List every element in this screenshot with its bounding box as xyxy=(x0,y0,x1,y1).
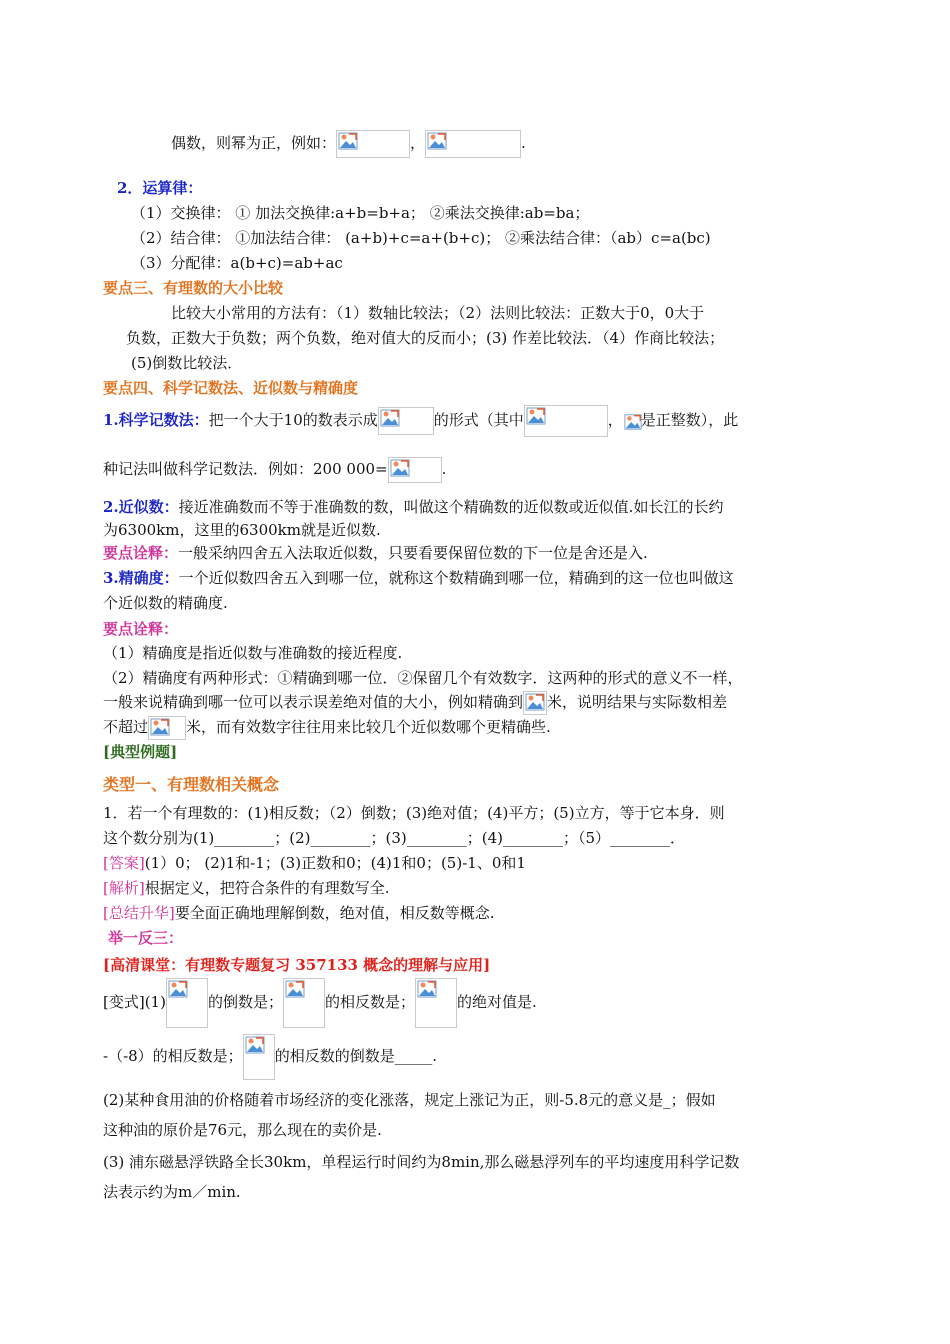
text-line: （3）分配律：a(b+c)=ab+ac xyxy=(131,254,343,272)
broken-image-icon xyxy=(427,132,447,150)
text-line: （1）精确度是指近似数与准确数的接近程度. xyxy=(103,644,403,662)
text-line xyxy=(103,878,390,898)
text-line: 比较大小常用的方法有：（1）数轴比较法；（2）法则比较法：正数大于0，0大于 xyxy=(171,304,705,322)
text: . xyxy=(521,134,526,152)
formula-image xyxy=(415,978,457,1028)
text-line: 负数，正数大于负数；两个负数，绝对值大的反而小；(3) 作差比较法．（4）作商比较法； xyxy=(126,329,725,347)
text-line: 这种油的原价是76元，那么现在的卖价是. xyxy=(103,1121,382,1139)
text: 的形式（其中 xyxy=(433,411,524,429)
text: 的绝对值是. xyxy=(456,993,537,1011)
text-line xyxy=(103,978,537,1028)
text: 不超过 xyxy=(103,718,149,736)
text: 偶数，则幂为正，例如： xyxy=(171,134,337,152)
text-line xyxy=(103,568,734,588)
section-heading: 要点四、科学记数法、近似数与精确度 xyxy=(103,379,359,397)
text: 的倒数是； xyxy=(207,993,283,1011)
text-line: 法表示约为m／min. xyxy=(103,1183,241,1201)
broken-image-icon xyxy=(526,407,546,425)
text: (1）0； (2)1和-1；(3)正数和0；(4)1和0；(5)-1、0和1 xyxy=(144,854,526,872)
note-label: 要点诠释： xyxy=(103,620,179,638)
text: 米，而有效数字往往用来比较几个近似数哪个更精确些. xyxy=(186,718,551,736)
text: 米，说明结果与实际数相差 xyxy=(547,693,728,711)
text-line: 为6300km，这里的6300km就是近似数. xyxy=(103,521,381,539)
formula-image xyxy=(243,1034,275,1080)
text: 的相反数的倒数是_____. xyxy=(274,1047,437,1065)
term: 1.科学记数法： xyxy=(103,411,209,429)
formula-image xyxy=(623,412,641,430)
text-line xyxy=(103,543,648,563)
text-line xyxy=(103,853,526,873)
section-heading: 类型一、有理数相关概念 xyxy=(103,775,280,794)
broken-image-icon xyxy=(380,409,400,427)
formula-image xyxy=(523,691,547,715)
formula-image xyxy=(388,457,442,483)
text-line: (5)倒数比较法． xyxy=(131,354,243,372)
formula-image xyxy=(166,978,208,1028)
term: 3.精确度： xyxy=(103,569,179,587)
formula-image xyxy=(425,130,521,158)
broken-image-icon xyxy=(245,1036,265,1054)
text: ， xyxy=(607,411,623,429)
text-line: （2）精确度有两种形式：①精确到哪一位．②保留几个有效数字．这两种的形式的意义不一样， xyxy=(103,669,743,687)
text-line: (3) 浦东磁悬浮铁路全长30km，单程运行时间约为8min,那么磁悬浮列车的平均速度用科学记数 xyxy=(103,1153,740,1171)
broken-image-icon xyxy=(390,459,410,477)
text: ， xyxy=(410,134,426,152)
text: 根据定义，把符合条件的有理数写全. xyxy=(144,879,390,897)
text: 一般来说精确到哪一位可以表示误差绝对值的大小，例如精确到 xyxy=(103,693,524,711)
text: 种记法叫做科学记数法．例如：200 000= xyxy=(103,460,388,478)
text-line: (2)某种食用油的价格随着市场经济的变化涨落，规定上涨记为正，则-5.8元的意义是_；假如 xyxy=(103,1091,716,1109)
summary-label: [总结升华] xyxy=(103,904,175,922)
text-line xyxy=(103,903,495,923)
text-line: 1．若一个有理数的：(1)相反数；（2）倒数；(3)绝对值；(4)平方；(5)立方，等于它本身．则 xyxy=(103,804,725,822)
text: [变式](1) xyxy=(103,993,166,1011)
text: 一般采纳四舍五入法取近似数，只要看要保留位数的下一位是舍还是入. xyxy=(178,544,648,562)
text-line xyxy=(103,1034,437,1080)
section-heading: [典型例题] xyxy=(103,743,178,761)
term: 2.近似数： xyxy=(103,498,179,516)
text-line xyxy=(103,405,738,437)
formula-image xyxy=(283,978,325,1028)
answer-label: [答案] xyxy=(103,854,145,872)
text: 要全面正确地理解倒数，绝对值，相反数等概念. xyxy=(174,904,495,922)
text: 的相反数是； xyxy=(324,993,415,1011)
section-heading: 2．运算律： xyxy=(117,179,203,197)
text-line xyxy=(103,689,727,715)
text-line xyxy=(171,130,526,158)
broken-image-icon xyxy=(417,980,437,998)
note-label: 要点诠释： xyxy=(103,544,179,562)
text: 把一个大于10的数表示成 xyxy=(208,411,378,429)
text-line: （2）结合律： ①加法结合律： (a+b)+c=a+(b+c)； ②乘法结合律：（ab）c=a(bc) xyxy=(131,229,711,247)
text-line xyxy=(103,497,723,517)
text-line xyxy=(103,456,446,483)
section-heading: 举一反三： xyxy=(108,929,184,947)
broken-image-icon xyxy=(525,693,545,711)
formula-image xyxy=(336,130,410,158)
text: -（-8）的相反数是； xyxy=(103,1047,243,1065)
broken-image-icon xyxy=(150,718,170,736)
text: 是正整数），此 xyxy=(640,411,739,429)
broken-image-icon xyxy=(285,980,305,998)
text: . xyxy=(441,460,447,478)
text-line: 这个数分别为(1)________；(2)________；(3)________；(4)________；（5）________． xyxy=(103,829,686,847)
broken-image-icon xyxy=(168,980,188,998)
formula-image xyxy=(378,407,434,435)
analysis-label: [解析] xyxy=(103,879,145,897)
section-heading: [高清课堂：有理数专题复习 357133 概念的理解与应用] xyxy=(103,956,491,974)
formula-image xyxy=(148,716,186,740)
broken-image-icon xyxy=(624,413,642,431)
text: 接近准确数而不等于准确数的数，叫做这个精确数的近似数或近似值.如长江的长约 xyxy=(178,498,724,516)
broken-image-icon xyxy=(338,132,358,150)
text-line xyxy=(103,714,551,740)
section-heading: 要点三、有理数的大小比较 xyxy=(103,279,284,297)
text-line: （1）交换律： ① 加法交换律:a+b=b+a； ②乘法交换律:ab=ba； xyxy=(131,204,590,222)
text-line: 个近似数的精确度. xyxy=(103,594,228,612)
text: 一个近似数四舍五入到哪一位，就称这个数精确到哪一位，精确到的这一位也叫做这 xyxy=(178,569,734,587)
formula-image xyxy=(524,405,608,437)
